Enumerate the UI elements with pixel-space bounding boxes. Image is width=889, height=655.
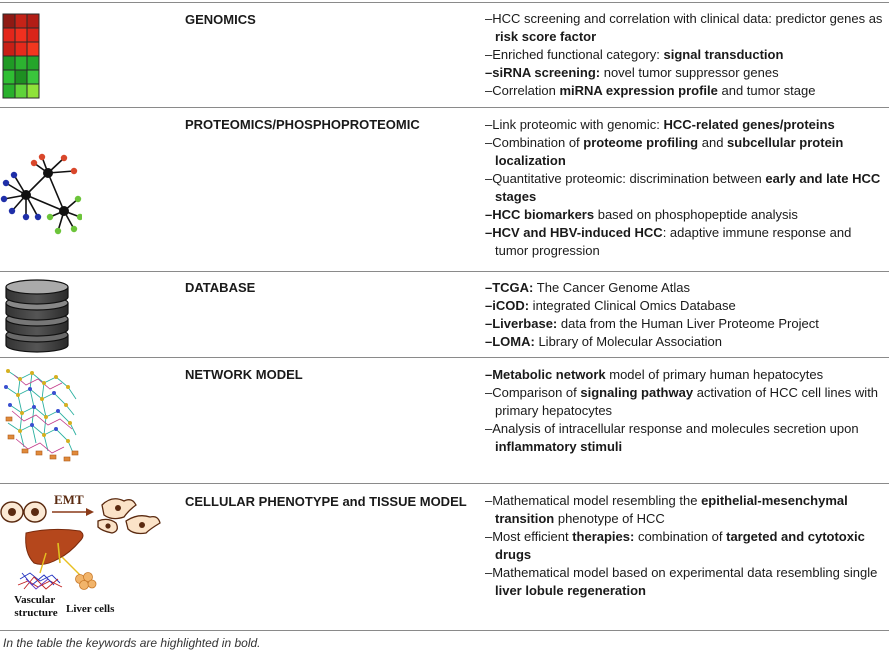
keyword-text: –HCC biomarkers [485, 207, 595, 222]
category-title: GENOMICS [185, 12, 256, 27]
keyword-text: proteome profiling [583, 135, 699, 150]
keyword-text: miRNA expression profile [559, 83, 718, 98]
description-text: based on phosphopeptide analysis [594, 207, 798, 222]
vascular-label [14, 594, 58, 619]
keyword-text: –HCV and HBV-induced HCC [485, 225, 663, 240]
description-text: –Mathematical model resembling the [485, 493, 702, 508]
row-cellular-phenotype [0, 483, 889, 630]
description-text: data from the Human Liver Proteome Project [557, 316, 819, 331]
row-database [0, 271, 889, 357]
description-text: combination of [634, 529, 727, 544]
description-item [485, 384, 887, 420]
description-item [485, 116, 887, 134]
description-item [485, 170, 887, 206]
description-text: model of primary human hepatocytes [605, 367, 824, 382]
description-text: activation of HCC cell lines with primary hepatocytes [495, 385, 879, 418]
keyword-text: –iCOD: [485, 298, 530, 313]
description-item [485, 528, 887, 564]
description-text: –HCC screening and correlation with clinical data: predictor genes as [485, 11, 883, 26]
description-list [485, 366, 887, 456]
keyword-text: inflammatory stimuli [495, 439, 623, 454]
row-genomics [0, 2, 889, 107]
category-title: CELLULAR PHENOTYPE and TISSUE MODEL [185, 494, 467, 509]
description-text: –Comparison of [485, 385, 581, 400]
keyword-text: therapies: [572, 529, 635, 544]
description-text: –Mathematical model based on experimental data resembling single [485, 565, 878, 580]
emt-liver-icon [0, 487, 170, 632]
category-title: DATABASE [185, 280, 256, 295]
description-list [485, 279, 887, 351]
description-text: phenotype of HCC [554, 511, 665, 526]
description-list [485, 116, 887, 260]
description-item [485, 82, 887, 100]
description-item [485, 564, 887, 600]
description-text: –Enriched functional category: [485, 47, 664, 62]
keyword-text: signal transduction [663, 47, 784, 62]
description-item [485, 224, 887, 260]
description-text: –Link proteomic with genomic: [485, 117, 664, 132]
description-item [485, 64, 887, 82]
description-item [485, 315, 887, 333]
keyword-text: risk score factor [495, 29, 597, 44]
description-item [485, 420, 887, 456]
description-item [485, 366, 887, 384]
table-footnote: In the table the keywords are highlighted in bold. [3, 636, 261, 650]
vascular-label-line1: Vascular [14, 594, 56, 606]
description-item [485, 134, 887, 170]
keyword-text: early and late HCC stages [495, 171, 881, 204]
keyword-text: –TCGA: [485, 280, 534, 295]
description-item [485, 333, 887, 351]
keyword-text: signaling pathway [580, 385, 694, 400]
keyword-text: –Metabolic network [485, 367, 606, 382]
description-text: –Combination of [485, 135, 584, 150]
description-text: : adaptive immune response and tumor progression [495, 225, 852, 258]
heatmap-icon [2, 13, 40, 104]
description-text: and tumor stage [717, 83, 816, 98]
keyword-text: targeted and cytotoxic drugs [495, 529, 865, 562]
row-network-model [0, 357, 889, 483]
vascular-label-line2: structure [14, 607, 58, 619]
description-text: The Cancer Genome Atlas [533, 280, 690, 295]
table-bottom-rule [0, 630, 889, 631]
description-item [485, 46, 887, 64]
database-stack-icon [4, 279, 70, 358]
description-text: –Correlation [485, 83, 560, 98]
description-text: Library of Molecular Association [534, 334, 722, 349]
description-list [485, 10, 887, 100]
keyword-text: subcellular protein localization [495, 135, 844, 168]
description-text: novel tumor suppressor genes [600, 65, 779, 80]
protein-network-icon [0, 151, 82, 242]
description-item [485, 10, 887, 46]
description-item [485, 279, 887, 297]
emt-label: EMT [54, 492, 84, 507]
description-text: –Analysis of intracellular response and molecules secretion upon [485, 421, 859, 436]
keyword-text: epithelial-mesenchymal transition [495, 493, 848, 526]
keyword-text: HCC-related genes/proteins [663, 117, 835, 132]
description-text: –Quantitative proteomic: discrimination between [485, 171, 766, 186]
keyword-text: –Liverbase: [485, 316, 558, 331]
liver-cells-label: Liver cells [66, 603, 115, 615]
description-text: integrated Clinical Omics Database [529, 298, 736, 313]
description-item [485, 297, 887, 315]
keyword-text: liver lobule regeneration [495, 583, 646, 598]
metabolic-network-icon [2, 365, 80, 470]
category-title: NETWORK MODEL [185, 367, 303, 382]
description-text: and [698, 135, 728, 150]
row-proteomics [0, 107, 889, 271]
keyword-text: –siRNA screening: [485, 65, 601, 80]
description-text: –Most efficient [485, 529, 573, 544]
description-list [485, 492, 887, 600]
keyword-text: –LOMA: [485, 334, 535, 349]
description-item [485, 206, 887, 224]
category-title: PROTEOMICS/PHOSPHOPROTEOMIC [185, 117, 420, 132]
description-item [485, 492, 887, 528]
